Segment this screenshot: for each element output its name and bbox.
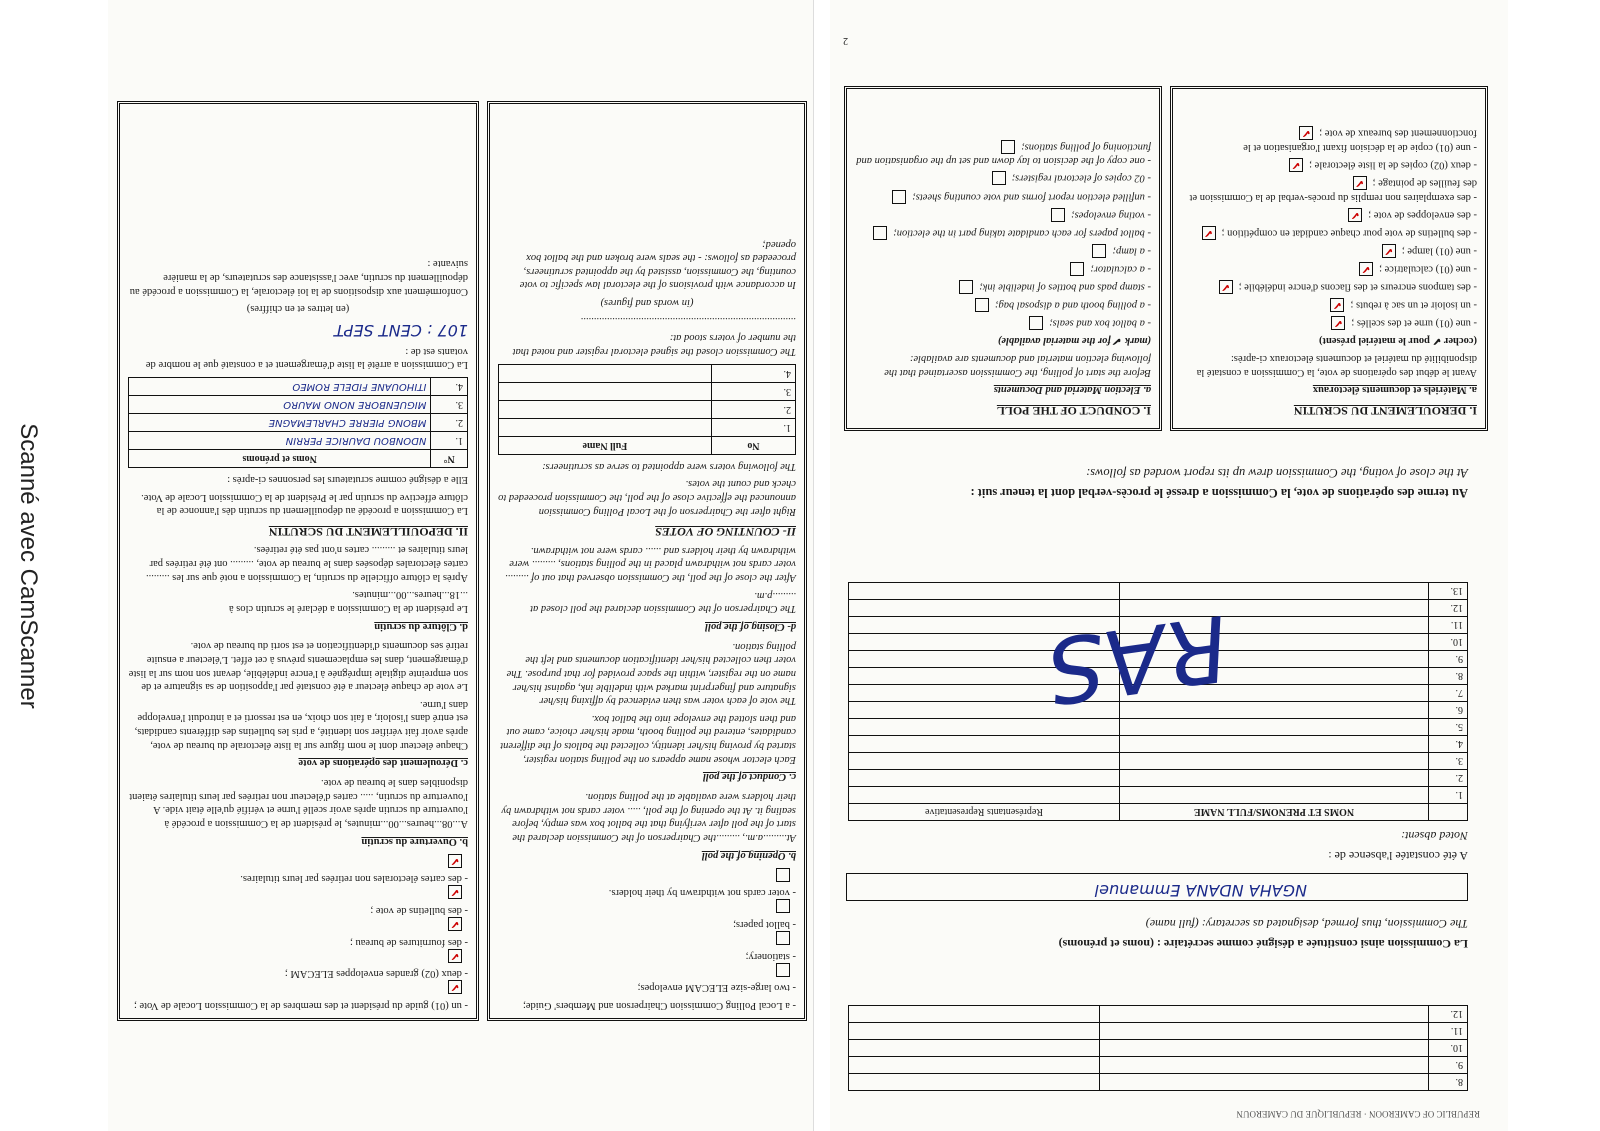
checkbox[interactable] (776, 868, 790, 882)
checkbox-checked[interactable]: ✔ (1330, 298, 1344, 312)
table-row: 4. (849, 736, 1468, 753)
french-column: - un (01) guide du président et des membres de la Commission Locale de Vote ; ✔ - deux (02) grandes enveloppes ELECAM ; ✔ - des fournitures de bureau ; ✔ - des bulletins de vote ; ✔ - des cartes électorales non retirées par leurs titulaires. ✔ b. Ouverture du scrutin A...08...heures...00...minutes, le président de la Commission a procédé à l'ouverture du scrutin après avoir scellé l'urne et vérifié qu'elle était vide. A l'ouverture du scrutin, ..... cartes d'électeur non retirées par leurs titulaires étaient disponibles dans le bureau de vote. c. Déroulement des opérations de vote Chaque électeur dont le nom figure sur la liste électorale du bureau de vote, après avoir fait vérifier son identité, a pris les bulletins des différents candidats, est entré dans l'isoloir, a fait son choix, en est ressorti et a introduit l'enveloppe dans l'urne. Le vote de chaque électeur a été constaté par l'apposition de sa signature et de son empreinte digitale imprégnée à l'encre indélébile, devant son nom sur la liste d'émargement, dans les emplacements prévus à cet effet. L'électeur a ensuite retiré ses documents d'identification et est sorti du bureau de vote. d. Clôture du scrutin Le président de la Commission a déclaré le scrutin clos à ...18...heures...00...minutes. Après la clôture officielle du scrutin, la Commission a noté que sur les ......... cartes électorales déposées dans le bureau de vote, ......... ont été retirées par leurs titulaires et ......... cartes n'ont pas été retirées. II. DEPOUILLEMENT DU SCRUTIN La Commission a procédé au dépouillement du scrutin dès l'annonce de la clôture effective du scrutin par le Président de la Commission Locale de Vote. Elle a désigné comme scrutateurs les personnes ci-après : N° Noms et prénoms 1. NDONBOU DAURICE PERRIN 2. MBONG PIERRE CHARLEMAGNE 3. MIGUENBORE NONO MAURO 4. ITIHOUANE FIDELE ROMEO La Commission a arrêté la liste d'émargement et a constaté que le nombre de votants est de : 107 : CENT SEPT (en lettres et en chiffres) Conformément aux dispositions de la loi électorale, la Commission a procédé au dépouillement du scrutin, avec l'assistance des scrutateurs, de la manière suivante : (117, 101, 479, 1021)
counting-title: II- COUNTING OF VOTES (655, 525, 796, 540)
table-row: 12. (849, 600, 1468, 617)
table-row: 1. (849, 787, 1468, 804)
checkbox-checked[interactable]: ✔ (1382, 244, 1396, 258)
table-row: 9. (849, 651, 1468, 668)
secretary-name-box: NGAHA NDANA Emmanuel (846, 873, 1468, 901)
checkbox-checked[interactable]: ✔ (448, 949, 462, 963)
checkbox-checked[interactable]: ✔ (1348, 208, 1362, 222)
materials-box-en: I. CONDUCT OF THE POLL a. Election Material and Documents Before the start of polling, the Commission ascertained that the following election material and documents are available: (mark ✔ for the material available) - a ballot box and seals; - a polling booth and a disposal bag; - stamp pads and bottles of indelible ink; - a calculator; - a lamp; - ballot papers for each candidate taking part in the election; - voting envelopes; - unfilled election report forms and vote counting sheets; - 02 copies of electoral registers; - one copy of the decision to lay down and set up the organisation and functioning of polling stations; (844, 86, 1162, 431)
checkbox[interactable] (873, 226, 887, 240)
checkbox[interactable] (1070, 262, 1084, 276)
camscanner-label: Scanné avec CamScanner (15, 422, 42, 709)
checkbox[interactable] (1093, 244, 1107, 258)
checkbox-checked[interactable]: ✔ (448, 980, 462, 994)
checkbox[interactable] (1051, 208, 1065, 222)
table-row: 2. (849, 770, 1468, 787)
scrutineers-table-en: No Full Name 1. 2. 3. 4. (498, 364, 796, 455)
checkbox[interactable] (959, 280, 973, 294)
header-republic: REPUBLIC OF CAMEROON · REPUBLIQUE DU CAMEROUN (1236, 1109, 1480, 1119)
secretary-section: La Commission ainsi constituée a désigné comme secrétaire : (noms et prénoms) The Commission, thus formed, designated as secretary: (full name) (1058, 917, 1468, 951)
checkbox-checked[interactable]: ✔ (1299, 126, 1313, 140)
checkbox[interactable] (776, 963, 790, 977)
section-d-title: d- Closing of the poll (704, 621, 796, 632)
checkbox[interactable] (776, 899, 790, 913)
table-row: 2. MBONG PIERRE CHARLEMAGNE (129, 414, 468, 432)
section-b-title: b. Opening of the poll (701, 849, 796, 861)
section-c-title-fr: c. Déroulement des opérations de vote (298, 757, 468, 769)
checkbox-checked[interactable]: ✔ (1289, 158, 1303, 172)
left-page-rotated (108, 0, 813, 1131)
table-row: 3. MIGUENBORE NONO MAURO (129, 396, 468, 414)
checkbox[interactable] (892, 190, 906, 204)
table-row: 8. (849, 1074, 1468, 1091)
checkbox[interactable] (1001, 140, 1015, 154)
voters-count: 107 : CENT SEPT (334, 320, 468, 340)
section-c-title: c. Conduct of the poll (702, 771, 796, 783)
materials-box-fr: I. DEROULEMENT DU SCRUTIN a. Matériels et documents électoraux Avant le début des opérations de vote, la Commission a constaté la disponibilité du matériel et documents électoraux ci-après: (cocher ✔ pour le matériel présent) - une (01) urne et des scellés ;✔ - un isoloir et un sac à rebuts ;✔ - des tampons encreurs et des flacons d'encre indélébile ;✔ - une (01) calculatrice ;✔ - une (01) lampe ;✔ - des bulletins de vote pour chaque candidat en compétition ;✔ - des enveloppes de vote ;✔ - des exemplaires non remplis du procès-verbal de la Commission et des feuilles de pointage ;✔ - deux (02) copies de la liste électorale ;✔ - une (01) copie de la décision fixant l'organisation et le fonctionnement des bureaux de vote ;✔ (1170, 86, 1488, 431)
absent-table: NOMS ET PRENOMS/FULL NAME Représentants Representative 1. 2. 3. 4. 5. 6. 7. 8. 9. 10. 11. 12. 13. (848, 582, 1468, 821)
checkbox[interactable] (992, 171, 1006, 185)
table-row: 13. (849, 583, 1468, 600)
page-number: 2 (843, 35, 848, 46)
table-row: 11. (849, 617, 1468, 634)
checkbox[interactable] (1029, 316, 1043, 330)
ras-handwritten-mark: RAS (1040, 593, 1235, 724)
checkbox-checked[interactable]: ✔ (1202, 226, 1216, 240)
english-column: - a Local Polling Commission Chairperson and Members' Guide; - two large-size ELECAM envelopes; - stationery; - ballot papers; - voter cards not withdrawn by their holders. b. Opening of the poll At.........a.m., .........the Chairperson of the Commission declared the start of the poll after verifying that the ballot box was empty, before sealing it. At the opening of the poll, ..... voter cards not withdrawn by their holders were available at the polling station. c. Conduct of the poll Each elector whose name appears on the polling station register, started by proving his/her identity, collected the ballots of the different candidates, entered the polling booth, made his/her choice, came out and then slotted the envelope into the ballot box. The vote of each voter was then evidenced by affixing his/her signature and fingerprint marked with indelible ink, against his/her name on the register, within the space provided for that purpose. The voter then collected his/her identification documents and left the polling station. d- Closing of the poll The Chairperson of the Commission declared the poll closed at .........p.m. After the close of the poll, the Commission observed that out of ......... voter cards not withdrawn placed in the polling stations, ......... were withdrawn by their holders and ...... cards were not withdrawn. II- COUNTING OF VOTES Right after the Chairperson of the Local Polling Commission announced the effective close of the poll, the Commission proceeded to check and count the votes. The following voters were appointed to serve as scrutineers: No Full Name 1. 2. 3. 4. The Commission closed the signed electoral register and noted that the number of voters stood at: .................................................................................. (in words and figures) In accordance with provisions of the electoral law specific to vote counting, the Commission, assisted by the appointed scrutineers, proceeded as follows: - the seals were broken and the ballot box opened; (487, 101, 807, 1021)
checkbox[interactable] (975, 298, 989, 312)
checkbox-checked[interactable]: ✔ (1353, 176, 1367, 190)
table-row: 10. (849, 634, 1468, 651)
right-page-rotated (830, 0, 1508, 1131)
checkbox-checked[interactable]: ✔ (448, 917, 462, 931)
checkbox-checked[interactable]: ✔ (448, 885, 462, 899)
right-page (830, 0, 1508, 1131)
report-intro: Au terme des opérations de vote, la Commission a dressé le procès-verbal dont la teneur suit : At the close of voting, the Commission drew up its report worded as follows: (970, 465, 1468, 500)
checkbox-checked[interactable]: ✔ (448, 854, 462, 868)
table-row: 4. ITIHOUANE FIDELE ROMEO (129, 378, 468, 396)
table-row: 10. (849, 1040, 1468, 1057)
left-page (108, 0, 814, 1131)
table-row: 9. (849, 1057, 1468, 1074)
table-row: 5. (849, 719, 1468, 736)
table-row: 6. (849, 702, 1468, 719)
scrutineers-table-fr: N° Noms et prénoms 1. NDONBOU DAURICE PERRIN 2. MBONG PIERRE CHARLEMAGNE 3. MIGUENBORE NONO MAURO 4. ITIHOUANE FIDELE ROMEO (128, 377, 468, 468)
checkbox[interactable] (776, 931, 790, 945)
table-row: 11. (849, 1023, 1468, 1040)
checkbox-checked[interactable]: ✔ (1219, 280, 1233, 294)
table-row: 12. (849, 1006, 1468, 1023)
section-b-title-fr: b. Ouverture du scrutin (361, 835, 468, 847)
table-row: 1. NDONBOU DAURICE PERRIN (129, 432, 468, 450)
checkbox-checked[interactable]: ✔ (1331, 316, 1345, 330)
members-table (848, 1005, 1468, 1091)
section-d-title-fr: d. Clôture du scrutin (374, 620, 468, 632)
checkbox-checked[interactable]: ✔ (1359, 262, 1373, 276)
table-row: 7. (849, 685, 1468, 702)
depouillement-title: II. DEPOUILLEMENT DU SCRUTIN (268, 524, 468, 539)
absence-section: A été constatée l'absence de : Noted absent: (1328, 829, 1468, 863)
table-row: 3. (849, 753, 1468, 770)
table-row: 8. (849, 668, 1468, 685)
